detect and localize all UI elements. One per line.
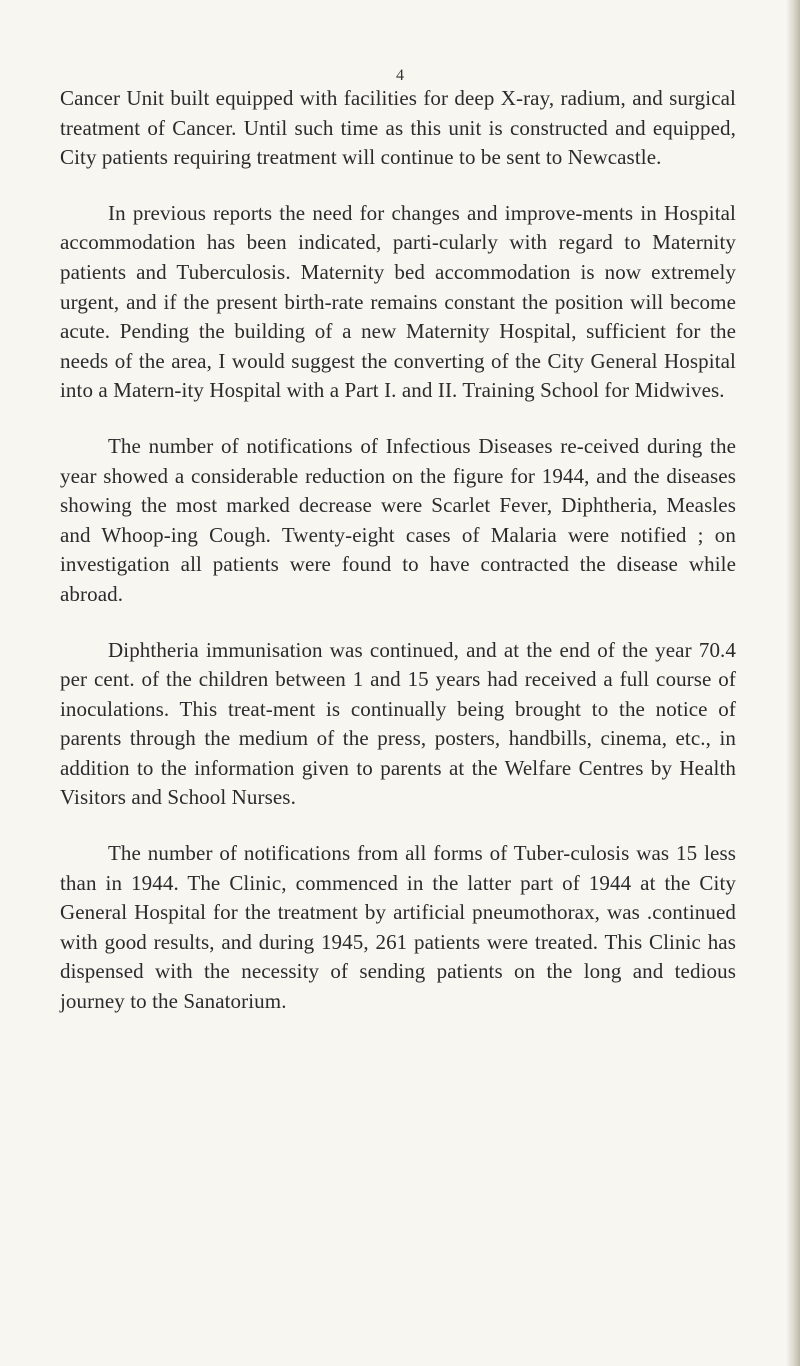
paragraph-hospital-accommodation: In previous reports the need for changes and improve-ments in Hospital accommodation has been indicated, parti-cularly with regard to Maternity patients and Tuberculosis. Maternity bed accommodation is now extremely urgent, and if the present birth-rate remains constant the position will become acute. Pending the building of a new Maternity Hospital, sufficient for the needs of the area, I would suggest the converting of the City General Hospital into a Matern-ity Hospital with a Part I. and II. Training School for Midwives. bbox=[60, 200, 736, 403]
page-edge-shadow bbox=[786, 0, 800, 1366]
paragraph-infectious-diseases: The number of notifications of Infectious Diseases re-ceived during the year showed a considerable reduction on the figure for 1944, and the diseases showing the most marked decrease were Scarlet Fever, Diphtheria, Measles and Whoop-ing Cough. Twenty-eight cases of Malaria were notified ; on investigation all patients were found to have contracted the disease while abroad. bbox=[60, 433, 736, 606]
paragraph-diphtheria-immunisation: Diphtheria immunisation was continued, and at the end of the year 70.4 per cent. of the children between 1 and 15 years had received a full course of inoculations. This treat-ment is continually being brought to the notice of parents through the medium of the press, posters, handbills, cinema, etc., in addition to the information given to parents at the Welfare Centres by Health Visitors and School Nurses. bbox=[60, 637, 736, 810]
page-number: 4 bbox=[396, 67, 404, 84]
paragraph-cancer-unit: Cancer Unit built equipped with facilities for deep X-ray, radium, and surgical treatment of Cancer. Until such time as this unit is constructed and equipped, City patients requiring treatment will continue to be sent to Newcastle. bbox=[60, 86, 736, 170]
paragraph-tuberculosis: The number of notifications from all forms of Tuber-culosis was 15 less than in 1944. The Clinic, commenced in the latter part of 1944 at the City General Hospital for the treatment by artificial pneumothorax, was .continued with good results, and during 1945, 261 patients were treated. This Clinic has dispensed with the necessity of sending patients on the long and tedious journey to the Sanatorium. bbox=[60, 841, 736, 1014]
document-body bbox=[60, 84, 736, 1043]
